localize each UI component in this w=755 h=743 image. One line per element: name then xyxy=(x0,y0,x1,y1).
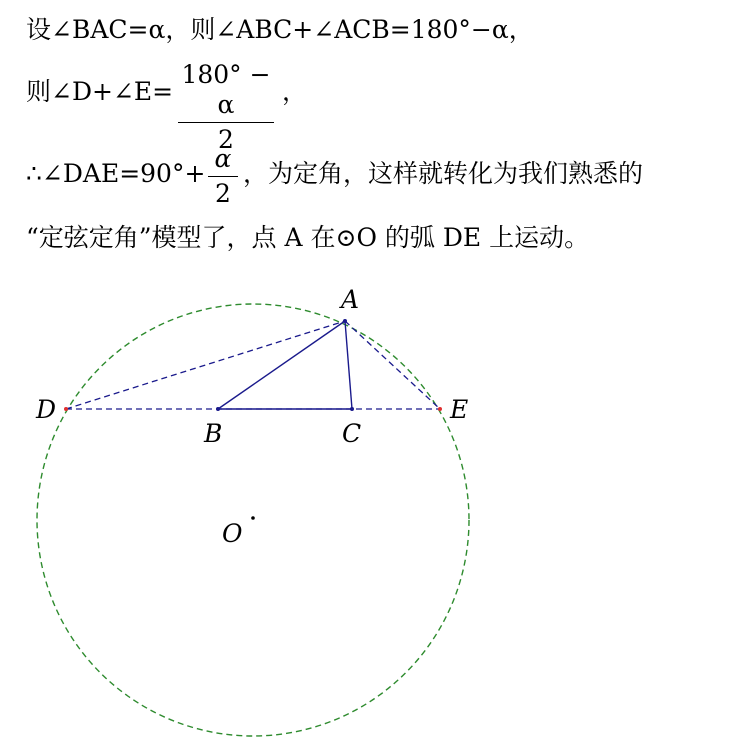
label-a: A xyxy=(341,285,360,314)
text-line-2-before: 则∠D+∠E= xyxy=(26,77,174,106)
point-d xyxy=(64,407,68,411)
label-c: C xyxy=(342,419,362,448)
point-o xyxy=(251,516,255,520)
circle-o xyxy=(37,304,469,736)
text-line-3-after: ，为定角，这样就转化为我们熟悉的 xyxy=(243,159,644,188)
fraction-denominator: 2 xyxy=(215,179,231,208)
text-line-3-before: ∴∠DAE=90°+ xyxy=(26,159,206,188)
point-b xyxy=(216,407,220,411)
label-e: E xyxy=(450,395,469,424)
segment-da xyxy=(66,321,345,409)
fraction-numerator: α xyxy=(214,144,232,173)
text-line-2-after: ， xyxy=(282,77,308,106)
label-o: O xyxy=(222,519,243,548)
point-e xyxy=(438,407,442,411)
label-d: D xyxy=(36,395,57,424)
text-line-1: 设∠BAC=α，则∠ABC+∠ACB=180°−α， xyxy=(26,15,534,44)
fraction-numerator: 180° − α xyxy=(181,60,271,119)
segment-ac xyxy=(345,321,352,409)
segment-ae xyxy=(345,321,440,409)
point-a xyxy=(343,319,347,323)
text-line-4: “定弦定角”模型了，点 A 在⊙O 的弧 DE 上运动。 xyxy=(26,223,590,252)
point-c xyxy=(350,407,354,411)
label-b: B xyxy=(204,419,223,448)
fraction-denominator: 2 xyxy=(218,125,234,154)
segment-ab xyxy=(218,321,345,409)
